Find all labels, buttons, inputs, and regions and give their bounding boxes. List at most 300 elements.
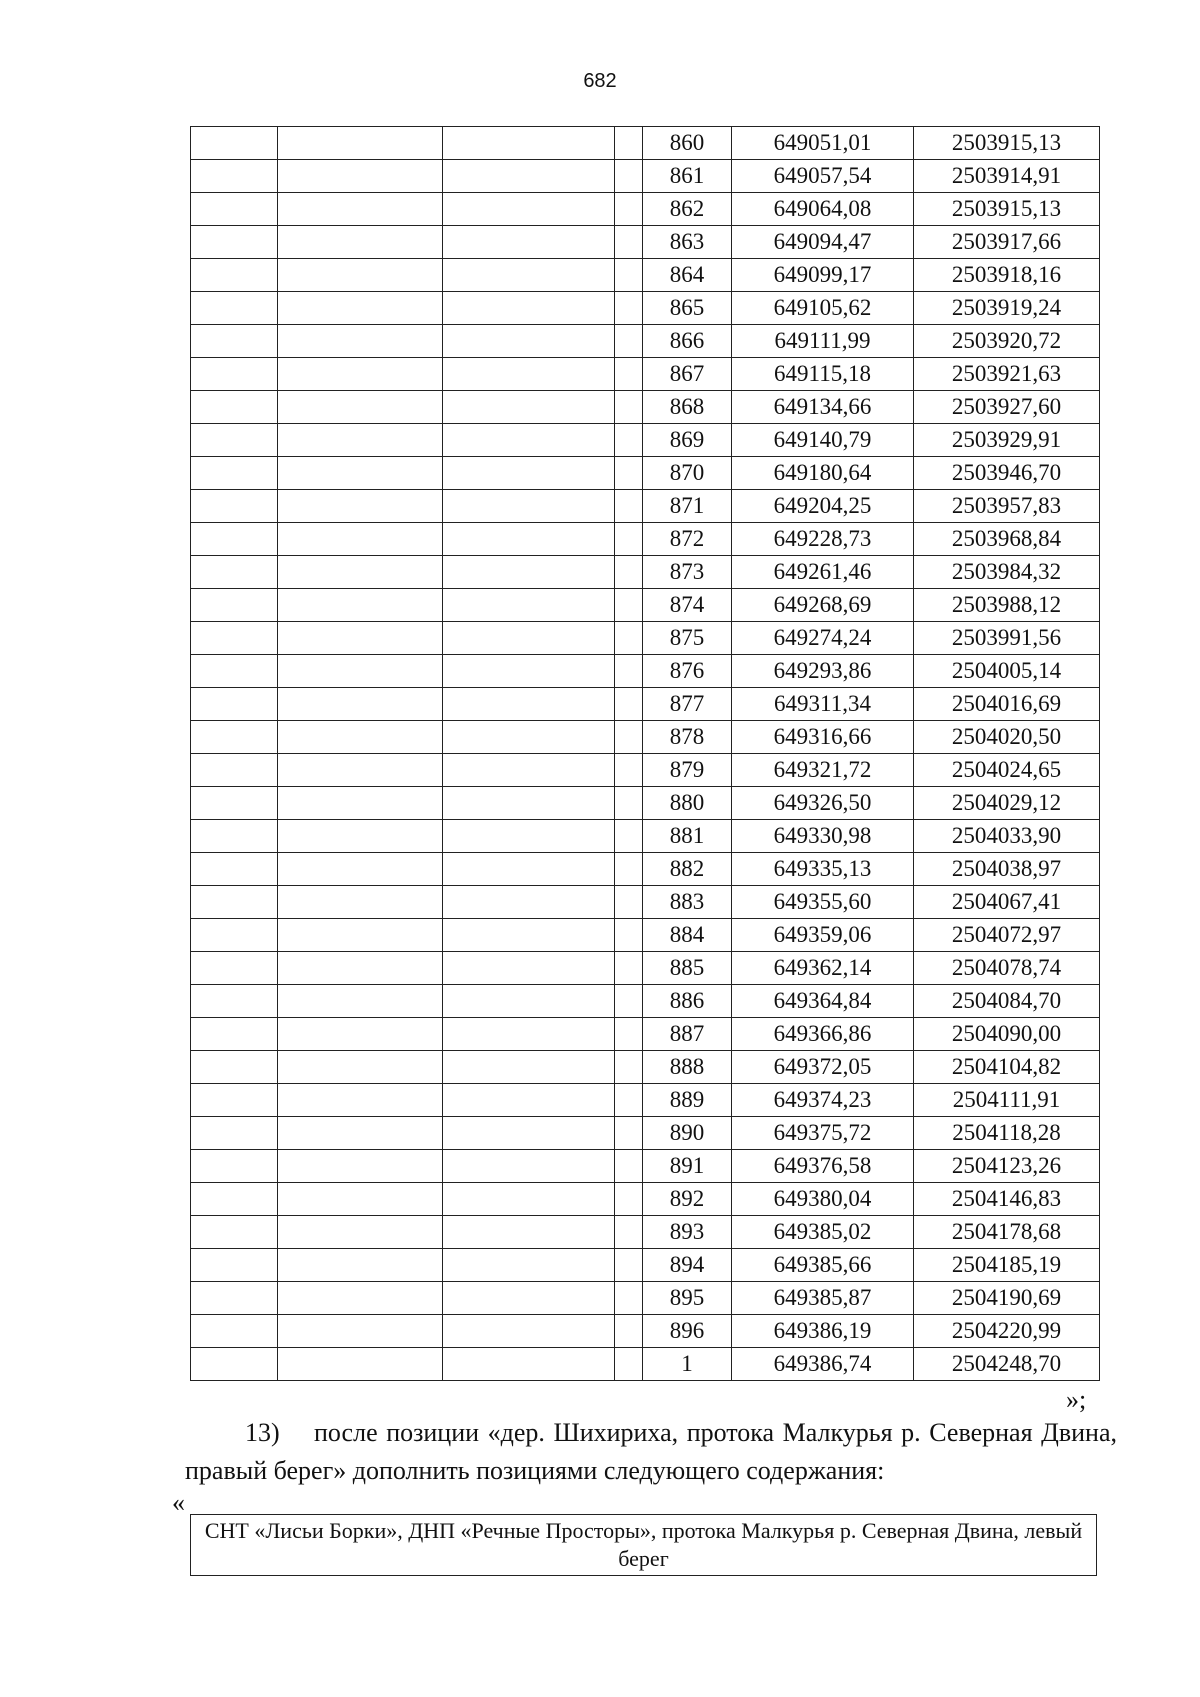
- y-coordinate-cell: 2504220,99: [914, 1315, 1100, 1348]
- table-row: [191, 457, 1100, 490]
- table-row: [191, 1117, 1100, 1150]
- empty-cell: [191, 259, 278, 292]
- y-coordinate-cell: 2504033,90: [914, 820, 1100, 853]
- y-coordinate-cell: 2503915,13: [914, 193, 1100, 226]
- y-coordinate-cell: 2503917,66: [914, 226, 1100, 259]
- empty-cell: [615, 523, 643, 556]
- empty-cell: [191, 1249, 278, 1282]
- x-coordinate-cell: 649385,02: [732, 1216, 914, 1249]
- point-number-cell: 892: [643, 1183, 732, 1216]
- y-coordinate-cell: 2503929,91: [914, 424, 1100, 457]
- new-position-box: СНТ «Лисьи Борки», ДНП «Речные Просторы», протока Малкурья р. Северная Двина, левый берег: [190, 1514, 1097, 1576]
- x-coordinate-cell: 649064,08: [732, 193, 914, 226]
- empty-cell: [615, 1315, 643, 1348]
- y-coordinate-cell: 2503946,70: [914, 457, 1100, 490]
- empty-cell: [278, 1249, 443, 1282]
- x-coordinate-cell: 649362,14: [732, 952, 914, 985]
- empty-cell: [191, 1084, 278, 1117]
- point-number-cell: 873: [643, 556, 732, 589]
- empty-cell: [278, 1216, 443, 1249]
- y-coordinate-cell: 2504029,12: [914, 787, 1100, 820]
- empty-cell: [615, 655, 643, 688]
- table-row: [191, 787, 1100, 820]
- y-coordinate-cell: 2504020,50: [914, 721, 1100, 754]
- table-row: [191, 193, 1100, 226]
- table-row: [191, 622, 1100, 655]
- empty-cell: [278, 688, 443, 721]
- y-coordinate-cell: 2504067,41: [914, 886, 1100, 919]
- table-row: [191, 1216, 1100, 1249]
- empty-cell: [278, 655, 443, 688]
- opening-quote: «: [172, 1488, 185, 1517]
- x-coordinate-cell: 649375,72: [732, 1117, 914, 1150]
- empty-cell: [443, 688, 615, 721]
- table-row: [191, 1348, 1100, 1381]
- empty-cell: [443, 358, 615, 391]
- x-coordinate-cell: 649180,64: [732, 457, 914, 490]
- y-coordinate-cell: 2503915,13: [914, 127, 1100, 160]
- empty-cell: [278, 523, 443, 556]
- y-coordinate-cell: 2504078,74: [914, 952, 1100, 985]
- empty-cell: [615, 919, 643, 952]
- empty-cell: [615, 127, 643, 160]
- y-coordinate-cell: 2503991,56: [914, 622, 1100, 655]
- y-coordinate-cell: 2503914,91: [914, 160, 1100, 193]
- empty-cell: [443, 226, 615, 259]
- x-coordinate-cell: 649385,87: [732, 1282, 914, 1315]
- empty-cell: [615, 589, 643, 622]
- empty-cell: [443, 1315, 615, 1348]
- empty-cell: [615, 490, 643, 523]
- point-number-cell: 896: [643, 1315, 732, 1348]
- empty-cell: [278, 160, 443, 193]
- empty-cell: [278, 358, 443, 391]
- y-coordinate-cell: 2504185,19: [914, 1249, 1100, 1282]
- y-coordinate-cell: 2504123,26: [914, 1150, 1100, 1183]
- table-row: [191, 952, 1100, 985]
- empty-cell: [191, 127, 278, 160]
- empty-cell: [191, 457, 278, 490]
- paragraph-text: после позиции «дер. Шихириха, протока Малкурья р. Северная Двина, правый берег» дополнить позициями следующего содержания:: [185, 1418, 1117, 1485]
- x-coordinate-cell: 649386,74: [732, 1348, 914, 1381]
- empty-cell: [278, 490, 443, 523]
- table-row: [191, 688, 1100, 721]
- table-row: [191, 1051, 1100, 1084]
- point-number-cell: 871: [643, 490, 732, 523]
- y-coordinate-cell: 2504146,83: [914, 1183, 1100, 1216]
- x-coordinate-cell: 649335,13: [732, 853, 914, 886]
- empty-cell: [191, 325, 278, 358]
- empty-cell: [615, 952, 643, 985]
- empty-cell: [278, 556, 443, 589]
- point-number-cell: 883: [643, 886, 732, 919]
- x-coordinate-cell: 649094,47: [732, 226, 914, 259]
- empty-cell: [615, 721, 643, 754]
- empty-cell: [615, 1150, 643, 1183]
- x-coordinate-cell: 649326,50: [732, 787, 914, 820]
- point-number-cell: 886: [643, 985, 732, 1018]
- empty-cell: [278, 1150, 443, 1183]
- empty-cell: [191, 391, 278, 424]
- empty-cell: [278, 424, 443, 457]
- empty-cell: [443, 490, 615, 523]
- coordinates-table: [190, 126, 1100, 1381]
- x-coordinate-cell: 649261,46: [732, 556, 914, 589]
- table-row: [191, 325, 1100, 358]
- point-number-cell: 867: [643, 358, 732, 391]
- empty-cell: [278, 787, 443, 820]
- empty-cell: [443, 424, 615, 457]
- y-coordinate-cell: 2504111,91: [914, 1084, 1100, 1117]
- table-row: [191, 820, 1100, 853]
- empty-cell: [615, 193, 643, 226]
- table-row: [191, 226, 1100, 259]
- point-number-cell: 1: [643, 1348, 732, 1381]
- empty-cell: [615, 1051, 643, 1084]
- empty-cell: [191, 292, 278, 325]
- point-number-cell: 861: [643, 160, 732, 193]
- y-coordinate-cell: 2503927,60: [914, 391, 1100, 424]
- table-row: [191, 1282, 1100, 1315]
- empty-cell: [278, 1183, 443, 1216]
- x-coordinate-cell: 649380,04: [732, 1183, 914, 1216]
- y-coordinate-cell: 2504118,28: [914, 1117, 1100, 1150]
- empty-cell: [615, 985, 643, 1018]
- empty-cell: [443, 1282, 615, 1315]
- empty-cell: [615, 424, 643, 457]
- x-coordinate-cell: 649115,18: [732, 358, 914, 391]
- empty-cell: [615, 226, 643, 259]
- empty-cell: [191, 490, 278, 523]
- empty-cell: [615, 556, 643, 589]
- empty-cell: [443, 1249, 615, 1282]
- empty-cell: [278, 259, 443, 292]
- empty-cell: [615, 1249, 643, 1282]
- empty-cell: [443, 655, 615, 688]
- empty-cell: [191, 523, 278, 556]
- point-number-cell: 888: [643, 1051, 732, 1084]
- x-coordinate-cell: 649366,86: [732, 1018, 914, 1051]
- empty-cell: [278, 457, 443, 490]
- y-coordinate-cell: 2504104,82: [914, 1051, 1100, 1084]
- x-coordinate-cell: 649364,84: [732, 985, 914, 1018]
- empty-cell: [278, 1348, 443, 1381]
- point-number-cell: 881: [643, 820, 732, 853]
- empty-cell: [191, 655, 278, 688]
- empty-cell: [191, 226, 278, 259]
- point-number-cell: 875: [643, 622, 732, 655]
- empty-cell: [191, 1216, 278, 1249]
- empty-cell: [443, 622, 615, 655]
- y-coordinate-cell: 2504072,97: [914, 919, 1100, 952]
- table-row: [191, 919, 1100, 952]
- point-number-cell: 868: [643, 391, 732, 424]
- empty-cell: [191, 1183, 278, 1216]
- table-row: [191, 1315, 1100, 1348]
- empty-cell: [615, 886, 643, 919]
- empty-cell: [615, 1018, 643, 1051]
- table-row: [191, 292, 1100, 325]
- empty-cell: [443, 1117, 615, 1150]
- empty-cell: [191, 622, 278, 655]
- empty-cell: [615, 358, 643, 391]
- x-coordinate-cell: 649204,25: [732, 490, 914, 523]
- point-number-cell: 864: [643, 259, 732, 292]
- empty-cell: [278, 721, 443, 754]
- empty-cell: [443, 1018, 615, 1051]
- x-coordinate-cell: 649134,66: [732, 391, 914, 424]
- empty-cell: [615, 853, 643, 886]
- empty-cell: [615, 391, 643, 424]
- table-row: [191, 1183, 1100, 1216]
- empty-cell: [443, 127, 615, 160]
- empty-cell: [443, 523, 615, 556]
- y-coordinate-cell: 2503988,12: [914, 589, 1100, 622]
- empty-cell: [443, 754, 615, 787]
- empty-cell: [191, 1348, 278, 1381]
- empty-cell: [443, 985, 615, 1018]
- empty-cell: [278, 1084, 443, 1117]
- x-coordinate-cell: 649385,66: [732, 1249, 914, 1282]
- y-coordinate-cell: 2504084,70: [914, 985, 1100, 1018]
- table-row: [191, 1150, 1100, 1183]
- empty-cell: [191, 556, 278, 589]
- empty-cell: [615, 1183, 643, 1216]
- table-row: [191, 754, 1100, 787]
- point-number-cell: 877: [643, 688, 732, 721]
- point-number-cell: 891: [643, 1150, 732, 1183]
- empty-cell: [278, 1315, 443, 1348]
- empty-cell: [615, 820, 643, 853]
- empty-cell: [443, 952, 615, 985]
- x-coordinate-cell: 649293,86: [732, 655, 914, 688]
- empty-cell: [278, 193, 443, 226]
- empty-cell: [191, 1150, 278, 1183]
- point-number-cell: 878: [643, 721, 732, 754]
- table-row: [191, 358, 1100, 391]
- empty-cell: [278, 1117, 443, 1150]
- empty-cell: [615, 754, 643, 787]
- table-row: [191, 1084, 1100, 1117]
- empty-cell: [443, 193, 615, 226]
- empty-cell: [278, 1282, 443, 1315]
- point-number-cell: 860: [643, 127, 732, 160]
- empty-cell: [615, 292, 643, 325]
- empty-cell: [443, 457, 615, 490]
- empty-cell: [443, 787, 615, 820]
- point-number-cell: 876: [643, 655, 732, 688]
- empty-cell: [191, 424, 278, 457]
- empty-cell: [615, 259, 643, 292]
- x-coordinate-cell: 649330,98: [732, 820, 914, 853]
- empty-cell: [443, 160, 615, 193]
- empty-cell: [615, 457, 643, 490]
- empty-cell: [191, 160, 278, 193]
- empty-cell: [443, 556, 615, 589]
- empty-cell: [191, 1117, 278, 1150]
- x-coordinate-cell: 649051,01: [732, 127, 914, 160]
- coordinates-table-body: [191, 127, 1100, 1381]
- empty-cell: [278, 886, 443, 919]
- empty-cell: [191, 820, 278, 853]
- point-number-cell: 870: [643, 457, 732, 490]
- point-number-cell: 863: [643, 226, 732, 259]
- page-number: 682: [583, 70, 617, 92]
- point-number-cell: 884: [643, 919, 732, 952]
- empty-cell: [191, 1051, 278, 1084]
- table-row: [191, 391, 1100, 424]
- table-row: [191, 1018, 1100, 1051]
- table-row: [191, 886, 1100, 919]
- empty-cell: [278, 589, 443, 622]
- empty-cell: [278, 1051, 443, 1084]
- point-number-cell: 887: [643, 1018, 732, 1051]
- empty-cell: [278, 127, 443, 160]
- table-row: [191, 655, 1100, 688]
- point-number-cell: 872: [643, 523, 732, 556]
- x-coordinate-cell: 649140,79: [732, 424, 914, 457]
- empty-cell: [191, 853, 278, 886]
- x-coordinate-cell: 649105,62: [732, 292, 914, 325]
- empty-cell: [191, 721, 278, 754]
- x-coordinate-cell: 649355,60: [732, 886, 914, 919]
- paragraph-number: 13): [245, 1418, 280, 1447]
- empty-cell: [443, 391, 615, 424]
- empty-cell: [615, 1282, 643, 1315]
- x-coordinate-cell: 649274,24: [732, 622, 914, 655]
- empty-cell: [278, 952, 443, 985]
- y-coordinate-cell: 2504190,69: [914, 1282, 1100, 1315]
- point-number-cell: 865: [643, 292, 732, 325]
- x-coordinate-cell: 649359,06: [732, 919, 914, 952]
- empty-cell: [191, 688, 278, 721]
- empty-cell: [443, 820, 615, 853]
- point-number-cell: 885: [643, 952, 732, 985]
- point-number-cell: 894: [643, 1249, 732, 1282]
- y-coordinate-cell: 2503919,24: [914, 292, 1100, 325]
- point-number-cell: 862: [643, 193, 732, 226]
- empty-cell: [191, 1018, 278, 1051]
- y-coordinate-cell: 2504024,65: [914, 754, 1100, 787]
- y-coordinate-cell: 2504090,00: [914, 1018, 1100, 1051]
- empty-cell: [443, 886, 615, 919]
- empty-cell: [191, 952, 278, 985]
- empty-cell: [615, 1117, 643, 1150]
- empty-cell: [191, 193, 278, 226]
- x-coordinate-cell: 649268,69: [732, 589, 914, 622]
- y-coordinate-cell: 2504178,68: [914, 1216, 1100, 1249]
- table-row: [191, 490, 1100, 523]
- empty-cell: [443, 1183, 615, 1216]
- table-row: [191, 523, 1100, 556]
- x-coordinate-cell: 649372,05: [732, 1051, 914, 1084]
- point-number-cell: 874: [643, 589, 732, 622]
- table-row: [191, 721, 1100, 754]
- table-row: [191, 424, 1100, 457]
- empty-cell: [443, 259, 615, 292]
- y-coordinate-cell: 2503918,16: [914, 259, 1100, 292]
- y-coordinate-cell: 2503920,72: [914, 325, 1100, 358]
- table-row: [191, 985, 1100, 1018]
- empty-cell: [443, 853, 615, 886]
- empty-cell: [615, 1216, 643, 1249]
- closing-quote: »;: [1066, 1385, 1087, 1414]
- empty-cell: [443, 919, 615, 952]
- y-coordinate-cell: 2504038,97: [914, 853, 1100, 886]
- empty-cell: [191, 919, 278, 952]
- empty-cell: [278, 226, 443, 259]
- x-coordinate-cell: 649111,99: [732, 325, 914, 358]
- empty-cell: [191, 886, 278, 919]
- empty-cell: [278, 754, 443, 787]
- empty-cell: [615, 787, 643, 820]
- empty-cell: [278, 985, 443, 1018]
- x-coordinate-cell: 649316,66: [732, 721, 914, 754]
- table-row: [191, 853, 1100, 886]
- x-coordinate-cell: 649374,23: [732, 1084, 914, 1117]
- empty-cell: [615, 1084, 643, 1117]
- point-number-cell: 866: [643, 325, 732, 358]
- empty-cell: [278, 622, 443, 655]
- empty-cell: [443, 1348, 615, 1381]
- table-row: [191, 259, 1100, 292]
- empty-cell: [191, 787, 278, 820]
- table-row: [191, 556, 1100, 589]
- empty-cell: [278, 820, 443, 853]
- y-coordinate-cell: 2503921,63: [914, 358, 1100, 391]
- point-number-cell: 882: [643, 853, 732, 886]
- empty-cell: [443, 1216, 615, 1249]
- point-number-cell: 880: [643, 787, 732, 820]
- empty-cell: [443, 589, 615, 622]
- table-row: [191, 1249, 1100, 1282]
- x-coordinate-cell: 649321,72: [732, 754, 914, 787]
- point-number-cell: 893: [643, 1216, 732, 1249]
- y-coordinate-cell: 2504248,70: [914, 1348, 1100, 1381]
- point-number-cell: 889: [643, 1084, 732, 1117]
- y-coordinate-cell: 2504005,14: [914, 655, 1100, 688]
- empty-cell: [443, 292, 615, 325]
- point-number-cell: 895: [643, 1282, 732, 1315]
- empty-cell: [278, 919, 443, 952]
- empty-cell: [615, 1348, 643, 1381]
- y-coordinate-cell: 2503984,32: [914, 556, 1100, 589]
- empty-cell: [191, 985, 278, 1018]
- y-coordinate-cell: 2504016,69: [914, 688, 1100, 721]
- point-number-cell: 879: [643, 754, 732, 787]
- empty-cell: [443, 1051, 615, 1084]
- x-coordinate-cell: 649228,73: [732, 523, 914, 556]
- empty-cell: [443, 325, 615, 358]
- empty-cell: [278, 292, 443, 325]
- empty-cell: [278, 853, 443, 886]
- y-coordinate-cell: 2503957,83: [914, 490, 1100, 523]
- x-coordinate-cell: 649099,17: [732, 259, 914, 292]
- y-coordinate-cell: 2503968,84: [914, 523, 1100, 556]
- empty-cell: [443, 1150, 615, 1183]
- table-row: [191, 127, 1100, 160]
- empty-cell: [191, 358, 278, 391]
- empty-cell: [443, 721, 615, 754]
- empty-cell: [615, 160, 643, 193]
- empty-cell: [615, 325, 643, 358]
- empty-cell: [443, 1084, 615, 1117]
- x-coordinate-cell: 649311,34: [732, 688, 914, 721]
- x-coordinate-cell: 649386,19: [732, 1315, 914, 1348]
- x-coordinate-cell: 649057,54: [732, 160, 914, 193]
- empty-cell: [191, 754, 278, 787]
- empty-cell: [191, 1315, 278, 1348]
